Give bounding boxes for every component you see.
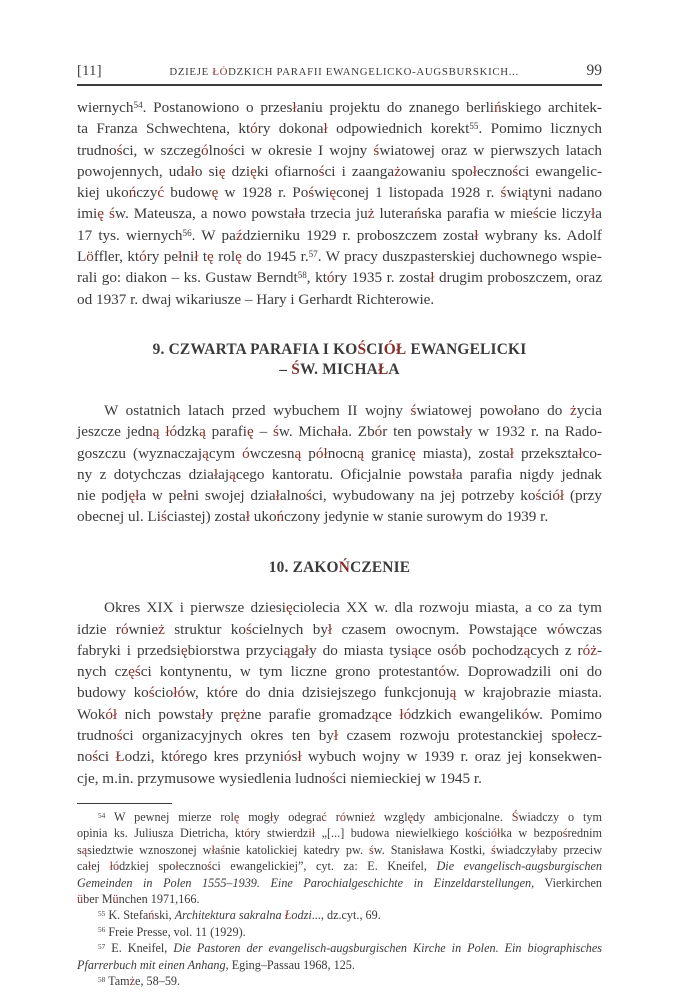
footnote-line: $^{55}$ K. Stefański, Architektura sakralna Łodzi..., dz.cyt., 69. [98, 908, 381, 923]
text-line: od 1937 r. dwaj wikariusze – Hary i Gerhardt Richterowie. [77, 290, 435, 308]
page-header [77, 62, 602, 86]
heading-line: 9. CZWARTA PARAFIA I KOŚCIÓŁ EWANGELICKI [152, 340, 527, 358]
footnote-line: Pfarrerbuch mit einen Anhang, Eging–Passau 1968, 125. [77, 957, 355, 972]
text-line: 17 tys. wiernych$^{56}$. W październiku 1929 r. proboszczem został wybrany ks. Adolf [77, 226, 602, 244]
heading-line: 10. ZAKOŃCZENIE [268, 558, 411, 576]
footnote-separator [77, 803, 172, 804]
footnotes-section [77, 809, 602, 989]
text-line: wiernych$^{54}$. Postanowiono o przesłaniu projektu do znanego berlińskiego architek- [77, 99, 602, 116]
text-line: ny z dotychczas działającego kantoratu. Oficjalnie powstała parafia nigdy jednak [77, 465, 602, 483]
text-line: goszczu (wyznaczającym ówczesną północną granicę miasta), został przekształco- [77, 444, 602, 462]
footnote-line: über München 1971,166. [77, 891, 200, 906]
text-line: trudności organizacyjnych okres ten był czasem rozwoju protestanckiej społecz- [77, 727, 602, 745]
text-line: ności Łodzi, którego kres przyniósł wybuch wojny w 1939 r. oraz jej konsekwen- [77, 748, 602, 766]
text-line: ta Franza Schwechtena, który dokonał odpowiednich korekt$^{55}$. Pomimo licznych [77, 120, 602, 138]
footnote-line: sąsiedztwie wznoszonej właśnie katolickiej katedry pw. św. Stanisława Kostki, świadczyłaby przeciw [77, 842, 603, 857]
footnote-line: $^{58}$ Tamże, 58–59. [98, 973, 181, 988]
text-line: jeszcze jedną łódzką parafię – św. Michała. Zbór ten powstały w 1932 r. na Rado- [77, 423, 603, 441]
text-line: trudności, w szczególności w okresie I wojny światowej oraz w pierwszych latach [77, 141, 603, 159]
paragraph [77, 400, 602, 528]
running-title: DZIEJE ŁÓDZKICH PARAFII EWANGELICKO-AUGSBURSKICH... [169, 66, 519, 78]
footnote-line: $^{57}$ E. Kneifel, Die Pastoren der evangelisch-augsburgischen Kirche in Polen. Ein biographisches [98, 941, 602, 956]
text-line: obecnej ul. Liściastej) został ukończony jedynie w stanie surowym do 1939 r. [77, 508, 549, 526]
footnote [77, 940, 602, 973]
text-line: nych części kontynentu, w tym liczne grono protestantów. Doprowadzili oni do [77, 663, 602, 681]
footnote-line: Gemeinden in Polen 1555–1939. Eine Parochialgeschichte in Einzeldarstellungen, Vierkirchen [77, 875, 602, 890]
footnote [77, 973, 602, 989]
text-line: budowy kościołów, które do dnia dzisiejszego funkcjonują w krajobrazie miasta. [77, 684, 602, 702]
text-line: Löffler, który pełnił tę rolę do 1945 r.$^{57}$. W pracy duszpasterskiej duchownego wspie- [77, 248, 602, 266]
footnote-line: $^{54}$ W pewnej mierze rolę mogły odegrać również względy ambicjonalne. Świadczy o tym [98, 809, 602, 824]
text-line: W ostatnich latach przed wybuchem II wojny światowej powołano do życia [104, 401, 602, 419]
text-line: idzie również struktur kościelnych był czasem owocnym. Powstające wówczas [77, 620, 603, 638]
footnote [77, 809, 602, 907]
document-body [77, 97, 602, 989]
text-line: Wokół nich powstały prężne parafie gromadzące łódzkich ewangelików. Pomimo [77, 705, 602, 723]
text-line: powojennych, udało się dzięki ofiarności i zaangażowaniu społeczności ewangelic- [77, 162, 602, 180]
paragraph [77, 97, 602, 310]
text-line: kiej ukończyć budowę w 1928 r. Poświęconej 1 listopada 1928 r. świątyni nadano [77, 184, 603, 202]
footnote [77, 907, 602, 923]
text-line: cje, m.in. przymusowe wysiedlenia ludności niemieckiej w 1945 r. [77, 769, 482, 787]
text-line: imię św. Mateusza, a nowo powstała trzecia już luterańska parafia w mieście liczyła [77, 205, 603, 223]
footnote-line: całej łódzkiej społeczności ewangelickiej”, cyt. za: E. Kneifel, Die evangelisch-augsburgischen [77, 859, 602, 874]
footnote [77, 924, 602, 940]
page-content [77, 62, 602, 989]
section-heading [77, 340, 602, 381]
text-line: rali go: diakon – ks. Gustaw Berndt$^{58}$, który 1935 r. został drugim proboszczem, oraz [77, 269, 602, 287]
section-heading [77, 558, 602, 579]
heading-line: – ŚW. MICHAŁA [279, 361, 400, 379]
text-line: nie podjęła w pełni swojej działalności, wybudowany na jej potrzeby kościół (przy [77, 487, 603, 505]
footnote-line: opinia ks. Juliusza Dietricha, który stwierdził „[...] budowa niewielkiego kościółka w bezpośrednim [77, 826, 603, 841]
folio-number: [11] [77, 63, 102, 79]
text-line: Okres XIX i pierwsze dziesięciolecia XX w. dla rozwoju miasta, a co za tym [104, 599, 602, 617]
paragraph [77, 597, 602, 789]
page-number: 99 [586, 62, 602, 79]
footnote-line: $^{56}$ Freie Presse, vol. 11 (1929). [98, 924, 246, 939]
text-line: fabryki i przedsiębiorstwa przyciągały do miasta tysiące osób pochodzących z róż- [77, 641, 603, 659]
